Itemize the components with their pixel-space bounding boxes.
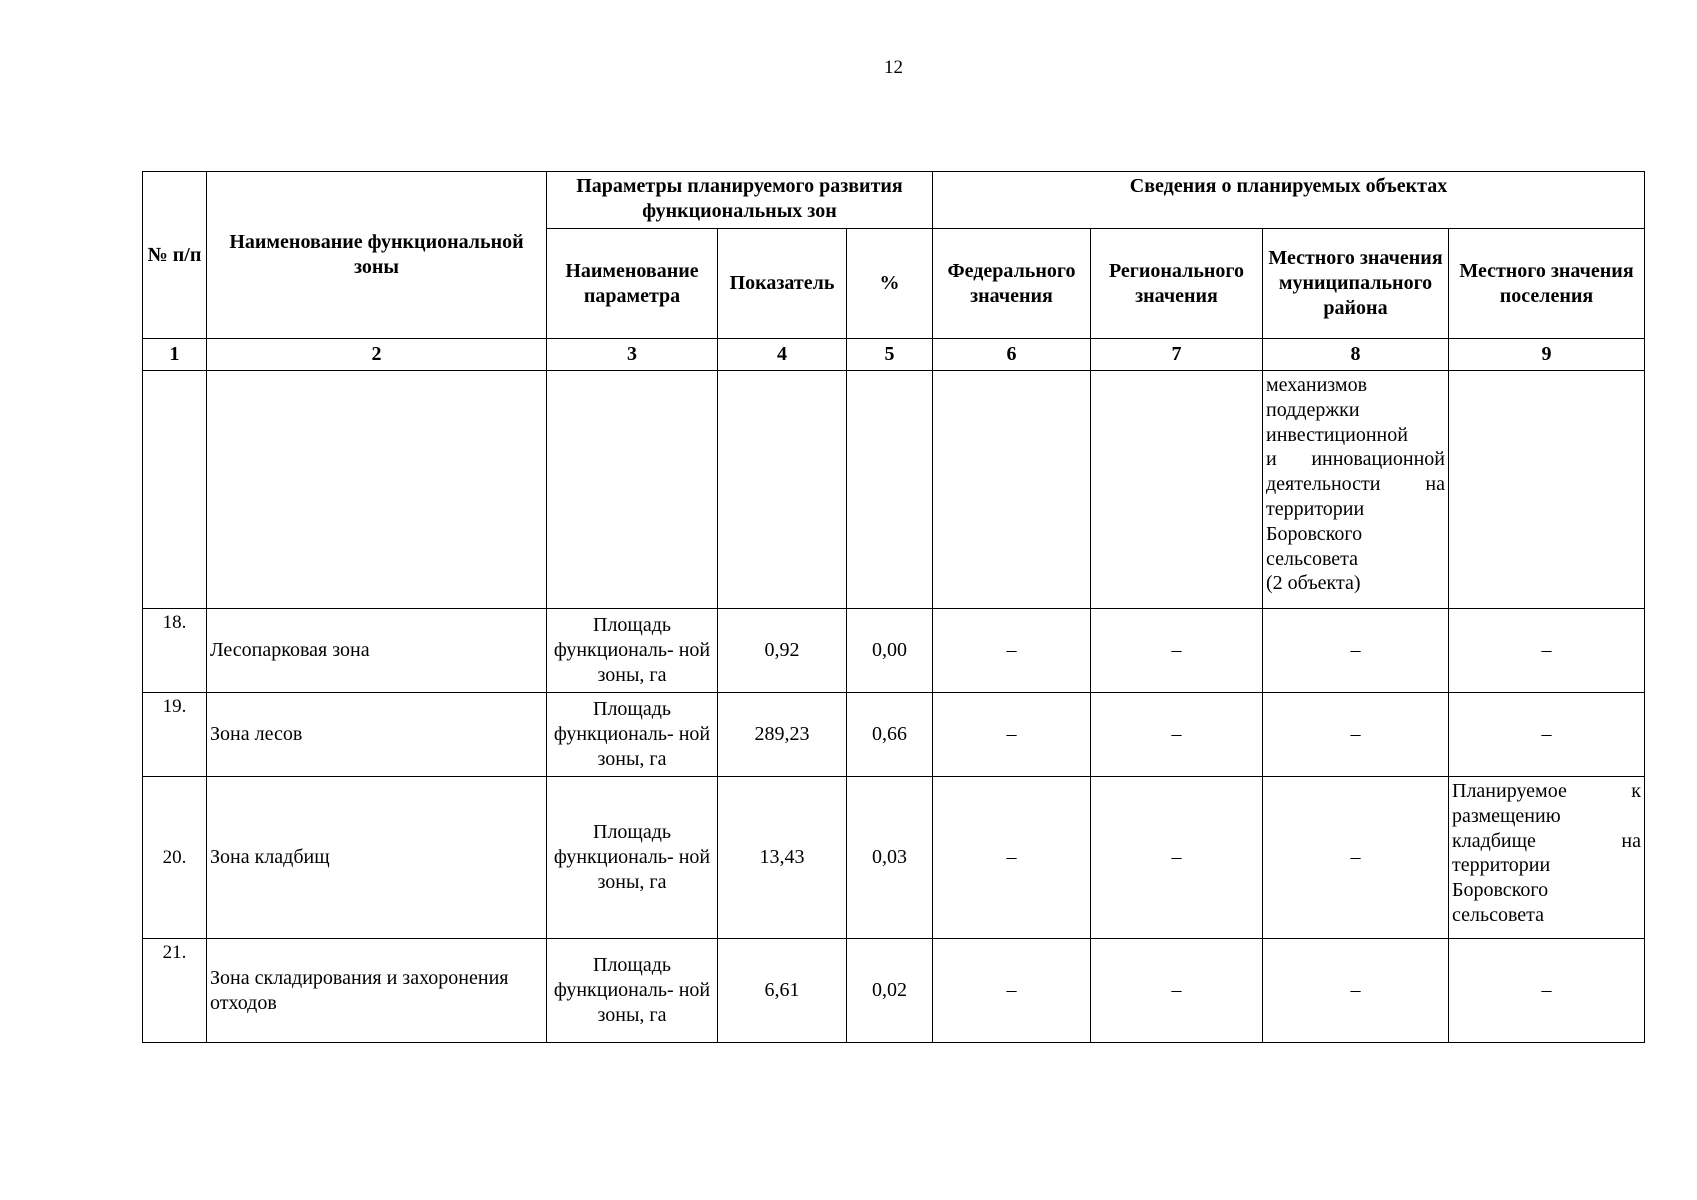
text-line: механизмов: [1266, 374, 1368, 396]
header-objects-group: Сведения о планируемых объектах: [933, 172, 1645, 229]
indicator-value: 13,43: [718, 777, 847, 939]
header-zone-name: Наименование функциональной зоны: [207, 172, 547, 339]
page-number: 12: [884, 57, 903, 78]
column-number: 9: [1449, 339, 1645, 371]
text-line: Планируемое к: [1452, 780, 1641, 802]
local-district-value: –: [1263, 777, 1449, 939]
percent-value: 0,02: [847, 939, 933, 1043]
column-number: 8: [1263, 339, 1449, 371]
empty-cell: [847, 371, 933, 609]
column-number: 4: [718, 339, 847, 371]
header-local-district: Местного значения муниципального района: [1263, 229, 1449, 339]
text-line: деятельности на: [1266, 473, 1445, 496]
header-params-group: Параметры планируемого развития функциональных зон: [547, 172, 933, 229]
empty-cell: [1091, 371, 1263, 609]
text-line: территории: [1266, 497, 1365, 520]
text-line: Боровского: [1266, 522, 1363, 545]
param-name: Площадь функциональ- ной зоны, га: [547, 777, 718, 939]
row-number: 21.: [143, 939, 207, 1043]
continuation-local-district-text: [1263, 371, 1449, 609]
local-district-value: –: [1263, 609, 1449, 693]
table-row: [143, 609, 1645, 693]
row-number: 20.: [143, 777, 207, 939]
header-indicator: Показатель: [718, 229, 847, 339]
column-number: 2: [207, 339, 547, 371]
param-name: Площадь функциональ- ной зоны, га: [547, 609, 718, 693]
zone-name: Лесопарковая зона: [207, 609, 547, 693]
text-line: и инновационной: [1266, 448, 1445, 471]
indicator-value: 0,92: [718, 609, 847, 693]
table-row: [143, 939, 1645, 1043]
row-number: 18.: [143, 609, 207, 693]
column-number: 1: [143, 339, 207, 371]
local-settlement-value: –: [1449, 693, 1645, 777]
column-number: 6: [933, 339, 1091, 371]
regional-value: –: [1091, 939, 1263, 1043]
header-federal: Федерального значения: [933, 229, 1091, 339]
local-district-value: –: [1263, 939, 1449, 1043]
regional-value: –: [1091, 777, 1263, 939]
federal-value: –: [933, 939, 1091, 1043]
zone-name: Зона кладбищ: [207, 777, 547, 939]
federal-value: –: [933, 777, 1091, 939]
regional-value: –: [1091, 693, 1263, 777]
text-line: Боровского: [1452, 879, 1549, 902]
text-line: территории: [1452, 854, 1551, 877]
column-number: 3: [547, 339, 718, 371]
regional-value: –: [1091, 609, 1263, 693]
text-line: размещению: [1452, 804, 1561, 827]
federal-value: –: [933, 609, 1091, 693]
federal-value: –: [933, 693, 1091, 777]
header-regional: Регионального значения: [1091, 229, 1263, 339]
text-line: сельсовета: [1266, 547, 1359, 570]
empty-cell: [547, 371, 718, 609]
row-number: 19.: [143, 693, 207, 777]
param-name: Площадь функциональ- ной зоны, га: [547, 939, 718, 1043]
text-line: кладбище на: [1452, 829, 1641, 852]
local-district-value: –: [1263, 693, 1449, 777]
zone-name: Зона лесов: [207, 693, 547, 777]
column-number: 7: [1091, 339, 1263, 371]
header-percent: %: [847, 229, 933, 339]
empty-cell: [143, 371, 207, 609]
text-line: сельсовета: [1452, 903, 1545, 926]
text-line: инвестиционной: [1266, 423, 1408, 446]
local-settlement-value: –: [1449, 939, 1645, 1043]
percent-value: 0,03: [847, 777, 933, 939]
percent-value: 0,66: [847, 693, 933, 777]
zone-name: Зона складирования и захоронения отходов: [207, 939, 547, 1043]
column-number: 5: [847, 339, 933, 371]
text-line: (2 объекта): [1266, 572, 1361, 595]
table-row: [143, 693, 1645, 777]
percent-value: 0,00: [847, 609, 933, 693]
header-num: № п/п: [143, 172, 207, 339]
indicator-value: 6,61: [718, 939, 847, 1043]
empty-cell: [933, 371, 1091, 609]
text-line: поддержки: [1266, 398, 1360, 421]
empty-cell: [207, 371, 547, 609]
local-settlement-value: –: [1449, 609, 1645, 693]
header-local-settlement: Местного значения поселения: [1449, 229, 1645, 339]
functional-zones-table: [142, 171, 1645, 1043]
header-param-name: Наименование параметра: [547, 229, 718, 339]
local-settlement-text: [1449, 777, 1645, 939]
param-name: Площадь функциональ- ной зоны, га: [547, 693, 718, 777]
empty-cell: [718, 371, 847, 609]
table-row: [143, 777, 1645, 939]
table-row-continuation: [143, 371, 1645, 609]
indicator-value: 289,23: [718, 693, 847, 777]
empty-cell: [1449, 371, 1645, 609]
column-numbers-row: [143, 339, 1645, 371]
